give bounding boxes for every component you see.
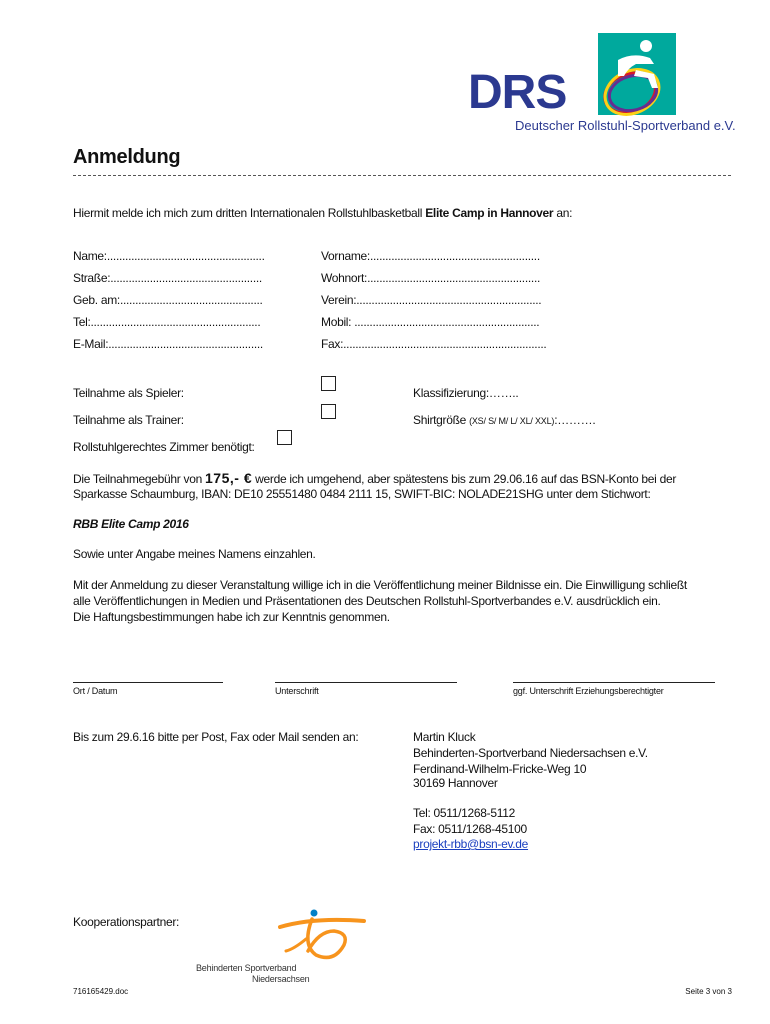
field-fax[interactable]: Fax:................................................................... <box>321 337 547 351</box>
shirt-size-field[interactable] <box>413 413 595 427</box>
page-title: Anmeldung <box>73 146 181 168</box>
intro-text <box>73 206 572 220</box>
field-verein[interactable]: Verein:............................................................. <box>321 293 542 307</box>
bsn-logo-line-1: Behinderten Sportverband <box>196 963 297 973</box>
address-name: Martin Kluck <box>413 730 476 744</box>
consent-line-3: Die Haftungsbestimmungen habe ich zur Kenntnis genommen. <box>73 610 390 624</box>
field-tel[interactable]: Tel:........................................................ <box>73 315 261 329</box>
field-strasse[interactable]: Straße:.................................................. <box>73 271 262 285</box>
drs-logo-text: DRS <box>468 66 567 119</box>
intro-suffix: an: <box>553 206 573 220</box>
contact-tel: Tel: 0511/1268-5112 <box>413 806 515 820</box>
field-wohnort[interactable]: Wohnort:......................................................... <box>321 271 541 285</box>
contact-fax: Fax: 0511/1268-45100 <box>413 822 527 836</box>
field-geburtsdatum[interactable]: Geb. am:............................................... <box>73 293 263 307</box>
signature-line-signature[interactable] <box>275 682 457 683</box>
address-street: Ferdinand-Wilhelm-Fricke-Weg 10 <box>413 762 587 776</box>
field-mobil[interactable]: Mobil: ............................................................. <box>321 315 540 329</box>
footer-page-number: Seite 3 von 3 <box>685 987 732 996</box>
option-trainer-label: Teilnahme als Trainer: <box>73 413 184 427</box>
bsn-logo-line-2: Niedersachsen <box>252 974 310 984</box>
org-name: Deutscher Rollstuhl-Sportverband e.V. <box>515 118 736 133</box>
intro-prefix: Hiermit melde ich mich zum dritten Internationalen Rollstuhlbasketball <box>73 206 426 220</box>
field-email[interactable]: E-Mail:................................................... <box>73 337 263 351</box>
checkbox-trainer[interactable] <box>321 404 336 419</box>
bsn-logo <box>194 905 374 985</box>
label-signature: Unterschrift <box>275 686 319 696</box>
partner-label: Kooperationspartner: <box>73 915 180 929</box>
option-zimmer-label: Rollstuhlgerechtes Zimmer benötigt: <box>73 440 255 454</box>
intro-bold: Elite Camp in Hannover <box>425 206 554 220</box>
fee-prefix: Die Teilnahmegebühr von <box>73 472 206 486</box>
shirt-size-label: Shirtgröße <box>413 413 470 427</box>
name-note: Sowie unter Angabe meines Namens einzahlen. <box>73 547 316 561</box>
consent-line-2: alle Veröffentlichungen in Medien und Präsentationen des Deutschen Rollstuhl-Sportverbandes e.V. ausdrücklich ein. <box>73 594 661 608</box>
bsn-logo-graphic <box>194 905 374 985</box>
consent-line-1: Mit der Anmeldung zu dieser Veranstaltung willige ich in die Veröffentlichung meiner Bildnisse ein. Die Einwilligung schließt <box>73 578 687 592</box>
fee-amount: 175,- € <box>205 470 253 486</box>
fee-line-1 <box>73 470 676 486</box>
field-name[interactable]: Name:.................................................... <box>73 249 265 263</box>
address-city: 30169 Hannover <box>413 776 498 790</box>
send-label: Bis zum 29.6.16 bitte per Post, Fax oder Mail senden an: <box>73 730 359 744</box>
field-vorname[interactable]: Vorname:........................................................ <box>321 249 540 263</box>
label-guardian-signature: ggf. Unterschrift Erziehungsberechtigter <box>513 686 664 696</box>
shirt-size-options: (XS/ S/ M/ L/ XL/ XXL) <box>469 416 555 426</box>
shirt-size-blank: :………. <box>554 413 596 427</box>
address-org: Behinderten-Sportverband Niedersachsen e.V. <box>413 746 648 760</box>
fee-suffix: werde ich umgehend, aber spätestens bis zum 29.06.16 auf das BSN-Konto bei der <box>252 472 677 486</box>
payment-keyword: RBB Elite Camp 2016 <box>73 517 189 531</box>
contact-email-link[interactable]: projekt-rbb@bsn-ev.de <box>413 837 529 851</box>
checkbox-spieler[interactable] <box>321 376 336 391</box>
footer-doc-name: 716165429.doc <box>73 987 129 996</box>
fee-line-2: Sparkasse Schaumburg, IBAN: DE10 25551480 0484 2111 15, SWIFT-BIC: NOLADE21SHG unter dem Stichwort: <box>73 487 651 501</box>
label-place-date: Ort / Datum <box>73 686 118 696</box>
signature-line-guardian[interactable] <box>513 682 715 683</box>
title-divider <box>73 175 731 176</box>
signature-line-place-date[interactable] <box>73 682 223 683</box>
option-spieler-label: Teilnahme als Spieler: <box>73 386 184 400</box>
checkbox-zimmer[interactable] <box>277 430 292 445</box>
klassifizierung-field[interactable]: Klassifizierung:…….. <box>413 386 519 400</box>
